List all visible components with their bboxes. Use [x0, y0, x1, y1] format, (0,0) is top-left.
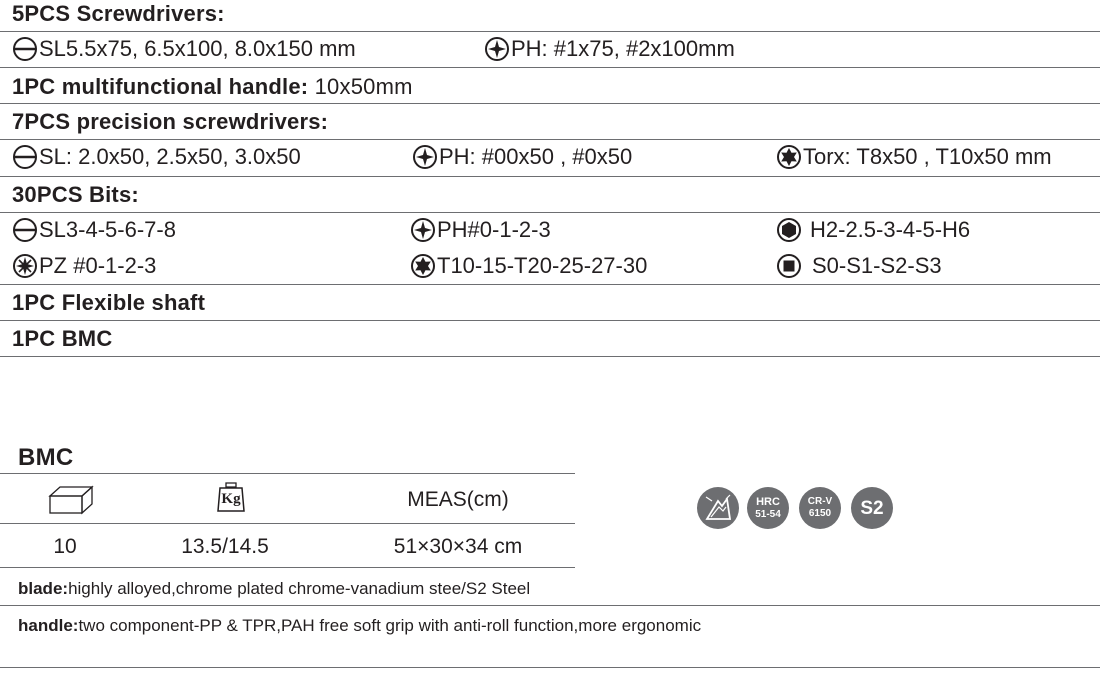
hrc-badge-bottom: 51-54 — [755, 508, 781, 520]
screwdrivers-spec-row — [0, 32, 1100, 68]
bits-spec-row-1 — [0, 213, 1100, 249]
bits-torx-spec — [410, 253, 647, 279]
bits-pz-text: PZ #0-1-2-3 — [39, 253, 157, 278]
crv-badge — [799, 487, 841, 529]
precision-torx-spec — [776, 144, 1052, 170]
precision-sl-text: SL: 2.0x50, 2.5x50, 3.0x50 — [39, 144, 301, 169]
screwdrivers-ph-text: PH: #1x75, #2x100mm — [511, 36, 735, 61]
weight-icon — [216, 480, 246, 514]
screwdrivers-title: 5PCS Screwdrivers: — [12, 1, 225, 26]
weight-value: 13.5/14.5 — [181, 535, 269, 558]
bits-pz-spec — [12, 253, 156, 279]
screwdrivers-sl-text: SL5.5x75, 6.5x100, 8.0x150 mm — [39, 36, 356, 61]
screwdrivers-ph-spec — [484, 36, 735, 62]
crv-badge-top: CR-V — [807, 496, 833, 507]
square-icon — [776, 253, 802, 279]
slotted-icon — [12, 217, 38, 243]
s2-badge — [851, 487, 893, 529]
slotted-icon — [12, 144, 38, 170]
bits-hex-spec — [776, 217, 970, 243]
packing-bottom-line — [0, 567, 575, 568]
precision-torx-text: Torx: T8x50 , T10x50 mm — [803, 144, 1052, 169]
slotted-icon — [12, 36, 38, 62]
weight-icon-label: Kg — [221, 491, 241, 507]
hex-icon — [776, 217, 802, 243]
precision-ph-text: PH: #00x50 , #0x50 — [439, 144, 633, 169]
handle-text: two component-PP & TPR,PAH free soft grip with anti-roll function,more ergonomic — [78, 616, 702, 635]
notes-bottom-line — [0, 667, 1100, 668]
packing-mid-line — [0, 523, 575, 524]
precision-spec-row — [0, 140, 1100, 176]
crv-badge-bottom: 6150 — [808, 508, 832, 519]
blade-note — [18, 579, 530, 599]
hrc-badge-top: HRC — [756, 495, 780, 508]
bits-square-spec — [776, 253, 942, 279]
blade-label: blade: — [18, 579, 69, 598]
precision-title: 7PCS precision screwdrivers: — [12, 109, 329, 134]
precision-heading-row — [0, 104, 1100, 140]
meas-header: MEAS(cm) — [407, 488, 509, 511]
meas-value: 51×30×34 cm — [393, 535, 523, 558]
bmc-item-title: 1PC BMC — [12, 326, 113, 351]
phillips-icon — [484, 36, 510, 62]
torx-icon — [410, 253, 436, 279]
precision-sl-spec — [12, 144, 301, 170]
handle-label: handle: — [18, 616, 79, 635]
packing-top-line — [0, 473, 575, 474]
bits-sl-text: SL3-4-5-6-7-8 — [39, 217, 176, 242]
screwdrivers-heading-row — [0, 0, 1100, 32]
pozidriv-icon — [12, 253, 38, 279]
handle-title — [12, 74, 413, 100]
handle-row — [0, 69, 1100, 105]
carton-icon — [48, 484, 94, 516]
bits-sl-spec — [12, 217, 176, 243]
notes-divider — [0, 605, 1100, 606]
bits-heading-row — [0, 177, 1100, 213]
handle-title-label: 1PC multifunctional handle: — [12, 74, 309, 99]
bits-square-text: S0-S1-S2-S3 — [812, 253, 942, 278]
s2-badge-label: S2 — [860, 497, 884, 519]
flex-shaft-title: 1PC Flexible shaft — [12, 290, 206, 315]
bmc-item-row — [0, 321, 1100, 357]
flex-shaft-row — [0, 285, 1100, 321]
handle-note — [18, 616, 701, 636]
bits-torx-text: T10-15-T20-25-27-30 — [437, 253, 648, 278]
phillips-icon — [410, 217, 436, 243]
bits-ph-spec — [410, 217, 551, 243]
hrc-badge — [747, 487, 789, 529]
torx-icon — [776, 144, 802, 170]
screwdrivers-sl-spec — [12, 36, 356, 62]
phillips-icon — [412, 144, 438, 170]
blade-text: highly alloyed,chrome plated chrome-vanadium stee/S2 Steel — [68, 579, 531, 598]
bits-title: 30PCS Bits: — [12, 182, 139, 207]
bits-hex-text: H2-2.5-3-4-5-H6 — [810, 217, 971, 242]
packing-title: BMC — [18, 444, 74, 471]
quantity-value: 10 — [53, 535, 77, 558]
precision-ph-spec — [412, 144, 632, 170]
handle-size: 10x50mm — [314, 74, 413, 99]
heat-treatment-icon — [697, 487, 739, 529]
bits-ph-text: PH#0-1-2-3 — [437, 217, 551, 242]
bits-spec-row-2 — [0, 249, 1100, 285]
